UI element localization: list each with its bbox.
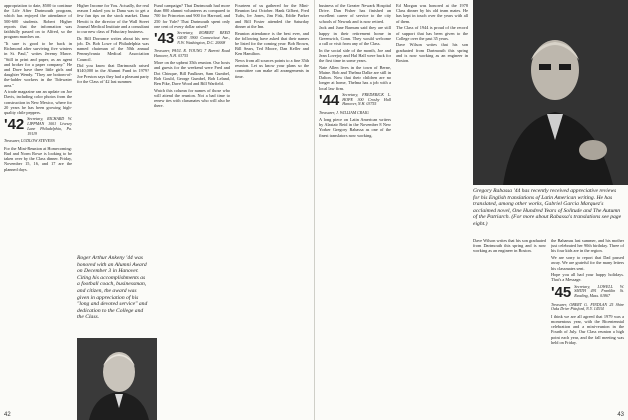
secretary-43: Secretary, ROBERT REED GRAY 3900 Connecticut Ave., N.W. Washington, D.C. 20008 [177, 30, 230, 45]
ankeny-caption: Roger Arthur Ankeny '44 was honored with an Alumni Award on December 3 in Hanover. Citing his accomplishments as a football coach, businessman, and citizen, the award was given in appreciation of his "long and devoted service" and dedication to the College and the Class. [77, 255, 148, 321]
rabassa-photo [473, 0, 628, 185]
left-col-2 [77, 3, 149, 253]
left-col2-mid: Dr. Bill Dorrance writes about his new job. Dr. Bob Lowe of Philadelphia was named chairman of the 50th annual Pennsylvania Medical Association Council. [77, 35, 149, 62]
right-col1-mid: Jack and June Barnum said they are still happy in their retirement home in Greenwich, Conn. They would welcome a call or visit from any of the Class. [319, 25, 391, 46]
left-col1-top: appropriation to date, $500 to continue the Life After Dartmouth program, which has enjoyed the attendance of 500-600 students. Robert Higher reports that the information was faithfully passed on to Alfred, so the program marches on. [4, 3, 72, 40]
left-col-3 [154, 3, 230, 411]
class-year-42: '42 [4, 116, 25, 134]
right-col-3 [551, 238, 624, 413]
right-col3-mid2: Hope you all had your happy holidays. That's a Message. [551, 272, 624, 283]
left-col1-bottom: A trade magazine ran an update on Joe Davis, including color photos from the construction in New Mexico, where for 20 years he has been growing high-quality chile peppers. [4, 89, 72, 116]
right-col2-top: Ed Morgan was honored at the 1978 Class dinner by his old team mates. He has kept in touch over the years with all of them. [396, 3, 468, 24]
left-col2-top: Higher Income for You. Actually, the real reason I asked you to Dana was to get a few fun tips on the stock market. Dana Hewitt is the director of the Wall Street Journal Medical Institute and a consultant to our new class of Fiduciary business. [77, 3, 149, 35]
right-col3-bottom: I think we are all agreed that 1979 was a momentous year, with the Bicentennial celebration and a mini-reunion in the Fourth of July. Our Class reunion a high point each year, and the fall meeting was held on Friday. [551, 313, 624, 345]
right-col1-mid2: In the social side of the month, Joe and Jean Lovejoy and Hal Hall were back for the first time in some years. [319, 47, 391, 64]
class-header-43 [154, 31, 230, 46]
class-year-45: '45 [551, 283, 572, 301]
left-col2-bottom: Did you know that Dartmouth raised $140,000 in the Alumni Fund in 1979? Joe Preston says they had a pleasant party for the Class of '42 last summer. [77, 63, 149, 84]
secretary-44: Secretary, FREDERICK L. HOPE 300 Crosby Hall Hanover, N.H. 03755 [342, 91, 391, 107]
class-year-44: '44 [319, 91, 340, 109]
left-col1-mid: "It sure is good to be back in Richmond after surviving five winters in St. Paul," writes Jeremy Mawe. "Still in print and paper, as an agent and broker for a paper company." He and Dave have three little girls and daughter Wendy. "They are bottom-of-the-ladder workers in the Tidewater area." [4, 40, 72, 88]
right-col1-top: business of the Greater Newark Hospital Drive. Dan Fisher has finished an excellent career of service to the city schools of Newark and is now retired. [319, 3, 391, 24]
class-header-44 [319, 93, 391, 108]
treasurer-44: Treasurer, J. WILLIAM CRAIG [319, 109, 369, 115]
right-col2-bottom: Dave Wilson writes that his son graduated from Dartmouth this spring and is now working as an engineer in Boston. [396, 42, 468, 64]
right-col-1 [319, 3, 391, 411]
left-col4-mid: Reunion attendance is the best ever, and the following have asked that their names be listed for the coming year: Bob Brown, Bill Sears, Ted Moore, Dan Keller and Ken Hamilton. [235, 30, 309, 57]
rabassa-caption: Gregory Rabassa '44 has recently received appreciative reviews for his English translations of Latin American writing. He has translated, among other works, Gabriel Garcia Marquez's acclaimed novel, One Hundred Years of Solitude and The Autumn of the Patriarch. (For more about Rabassa's translations see page eight.) [473, 188, 622, 227]
class-year-43: '43 [154, 30, 175, 48]
left-col4-top: Fourteen of us gathered for the Mini-Reunion last October. Hank Gilbert, Fred Tufts, Irv Jones, Jim Fisk, Eddie Parker and Bill Foster attended the Saturday dinner at the Inn. [235, 3, 309, 29]
left-page-number: 42 [4, 412, 11, 418]
right-col2b-text: Dave Wilson writes that his son graduated from Dartmouth this spring and is now working as an engineer in Boston. [473, 238, 546, 254]
right-col3-mid: We are sorry to report that Dad passed away. We are grateful for the many letters his classmates sent. [551, 255, 624, 271]
left-col-4 [235, 3, 309, 411]
right-col1-bottom2: A long piece on Latin American writers by Alastair Reid in the November 8 New Yorker Gregory Rabassa as one of the finest translators now working. [319, 117, 391, 138]
right-page-number: 43 [617, 412, 624, 418]
left-col-1 [4, 3, 72, 411]
right-col2-mid: The Class of 1944 is proud of the record of support that has been given to the College over the past 35 years. [396, 25, 468, 41]
right-col-2 [396, 3, 468, 411]
left-col3-bottom: Watch this column for names of those who will attend the reunion. Not a bad time to renew ties with classmates who will also be there. [154, 87, 230, 109]
ankeny-photo [77, 338, 157, 420]
treasurer-43: Treasurer, PAUL R. YOUNG 7 Barrett Road Hanover, N.H. 03755 [154, 48, 230, 58]
left-col3-top: Fund campaign? That Dartmouth had more than 800 alumni volunteers as compared to 700 for Princeton and 900 for Harvard, and 250 for Yale? That Dartmouth spent only one cent of every dollar raised? [154, 3, 230, 29]
right-page [315, 0, 628, 420]
treasurer-42: Treasurer, LUDLOW STEVENS [4, 138, 55, 144]
class-header-45 [551, 285, 624, 300]
secretary-42: Secretary, RICHARD W. LIPPMAN 1001 Livesey Lane Philadelphia, Pa. 19119 [27, 116, 72, 136]
treasurer-45: Treasurer, OBERT G. FINDLAN 25 Shire Oaks Drive Pittsford, N.Y. 14534 [551, 301, 624, 312]
right-col1-bottom: Nate Allen lives in the town of Berne, Maine. Bob and Thelma Dalke are still in Dalton. Now that their children are no longer at home, Thelma has a job with a local law firm. [319, 64, 391, 91]
right-col3-top: the Bahamas last summer, and his mother just celebrated her 90th birthday. Three of his four kids are in the region. [551, 238, 624, 254]
right-col-2b [473, 238, 546, 413]
secretary-45: Secretary, LOWELL W. SMITH 491 Franklin St. Reading, Mass. 01867 [574, 283, 624, 299]
class-header-42 [4, 117, 72, 136]
left-col3-body: More on the upbeat 35th reunion. Our hosts and guests for the weekend were Fred and Dot Chinque, Bill Faulkner, Sam Gumbel, Bob Gould, George Gumbel, Bob Leland, Ben Pike, Dave Wood and Bill Warfield. [154, 60, 230, 86]
left-col4-bottom: News from all sources points to a fine 35th reunion. Let us know your plans so the committee can make all arrangements in time. [235, 58, 309, 79]
left-col1-bottom2: For the Mini-Reunion at Homecoming: Bud and Norm Rowe is looking to be taken over by the Class dinner. Friday, November 15, 16, and 17 are the planned days. [4, 145, 72, 172]
